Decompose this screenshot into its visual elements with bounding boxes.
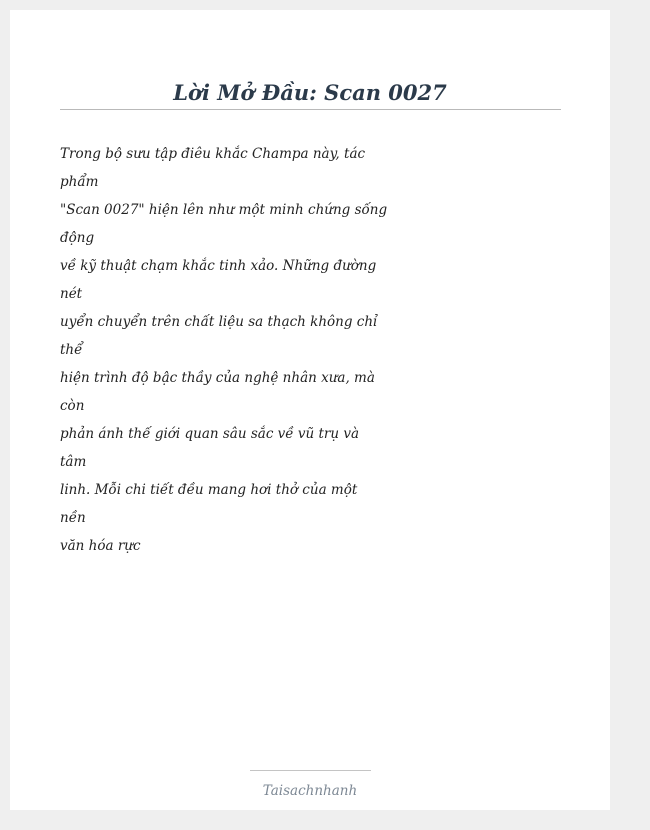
body-line: còn (60, 398, 85, 414)
body-line: "Scan 0027" hiện lên như một minh chứng sống (60, 202, 388, 218)
body-line: hiện trình độ bậc thầy của nghệ nhân xưa, mà (60, 370, 375, 386)
body-line: động (60, 230, 95, 246)
body-line: về kỹ thuật chạm khắc tinh xảo. Những đường (60, 258, 377, 274)
document-page (10, 10, 610, 810)
body-text (60, 140, 388, 560)
body-line: phản ánh thế giới quan sâu sắc về vũ trụ và (60, 426, 360, 442)
footer-brand: Taisachnhanh (262, 783, 358, 799)
body-line: linh. Mỗi chi tiết đều mang hơi thở của một (60, 482, 358, 498)
body-line: nền (60, 510, 86, 526)
body-line: uyển chuyển trên chất liệu sa thạch không chỉ (60, 314, 378, 330)
body-line: văn hóa rực (60, 538, 141, 554)
body-line: tâm (60, 454, 87, 470)
body-line: phẩm (60, 174, 99, 190)
page-title: Lời Mở Đầu: Scan 0027 (173, 80, 447, 105)
body-line: Trong bộ sưu tập điêu khắc Champa này, tác (60, 146, 366, 162)
body-line: thể (60, 342, 83, 358)
title-divider (60, 109, 561, 110)
footer-divider (250, 770, 371, 771)
body-line: nét (60, 286, 83, 302)
